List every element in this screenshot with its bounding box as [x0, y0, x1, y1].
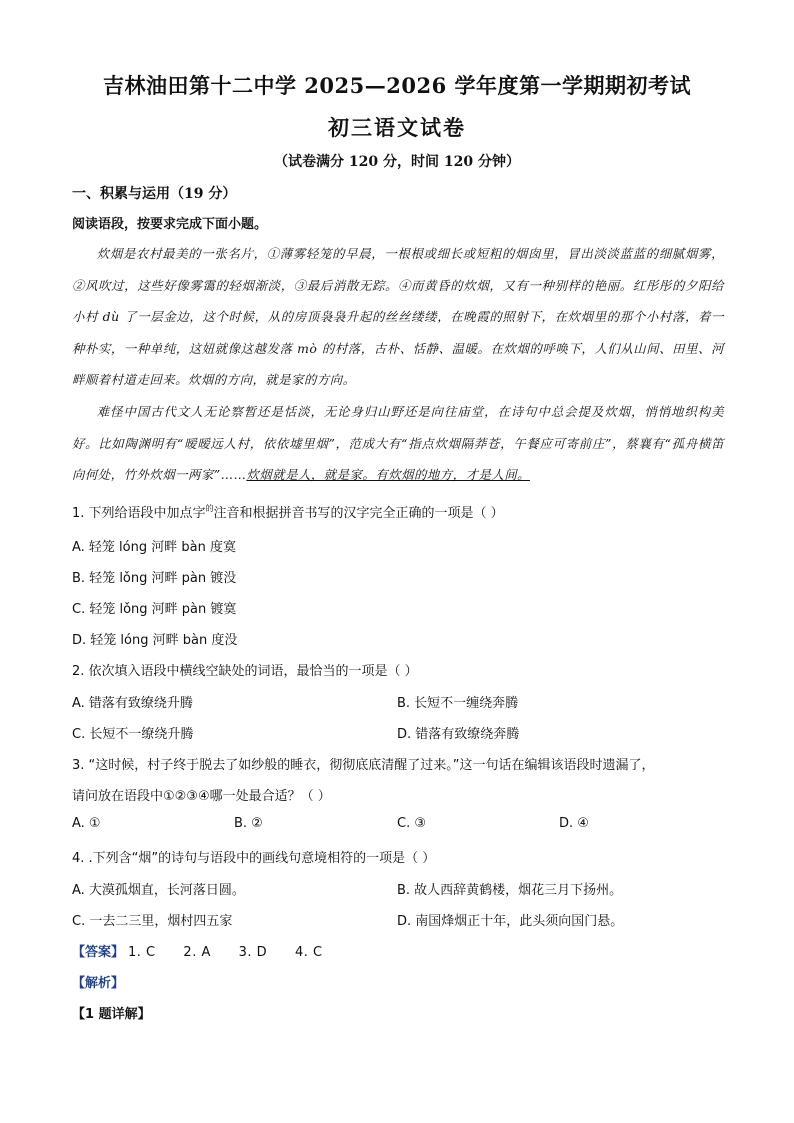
exam-title: 吉林油田第十二中学 2025—2026 学年度第一学期期初考试: [102, 73, 691, 98]
paragraph-2-text: 难怪中国古代文人无论察暂还是恬淡，无论身归山野还是向往庙堂，在诗句中总会提及炊烟，悄悄地织构美好。比如陶渊明有“暧暧远人村，依依墟里烟”，范成大有“指点炊烟隔莽苍，午餐应可寄前庄”，蔡襄有“孤舟横笛向何处，竹外炊烟一两家”……: [72, 404, 724, 482]
question-3-option-d[interactable]: D. ④: [559, 816, 589, 831]
reading-paragraph-1: 炊烟是农村最美的一张名片，①薄雾轻笼的早晨，一根根或细长或短粗的烟囱里，冒出淡淡蓝蓝的细腻烟雾，②风吹过，这些好像雾霭的轻烟渐淡，③最后消散无踪。④而黄昏的炊烟，又有一种别样的艳丽。红彤彤的夕阳给小村 dù 了一层金边，这个时候，从的房顶袅袅升起的丝丝缕缕，在晚霞的照射下，在炊烟里的那个小村落，着一种朴实，一种单纯，这妞就像这越发落 mò 的村落，古朴、恬静、温暖。在炊烟的呼唤下，人们从山间、田里、河畔顺着村道走回来。炊烟的方向，就是家的方向。: [72, 246, 724, 387]
question-1-option-b[interactable]: B. 轻笼 lǒng 河畔 pàn 镀没: [72, 571, 237, 586]
question-3-option-b[interactable]: B. ②: [234, 816, 263, 831]
question-4-option-c[interactable]: C. 一去二三里，烟村四五家: [72, 914, 233, 929]
question-4-option-a[interactable]: A. 大漠孤烟直，长河落日圆。: [72, 883, 245, 898]
answer-text: 1. C 2. A 3. D 4. C: [128, 945, 323, 960]
question-1-stem-rest: 注音和根据拼音书写的汉字完全正确的一项是（ ）: [213, 506, 504, 521]
detail-label: 【1 题详解】: [72, 1007, 151, 1022]
section-heading: 一、积累与运用（19 分）: [72, 186, 237, 202]
question-1-stem: [72, 502, 504, 521]
answer-label: 【答案】: [72, 945, 125, 960]
question-3-stem: 3. “这时候，村子终于脱去了如纱般的睡衣，彻彻底底清醒了过来。”这一句话在编辑该语段时遗漏了，: [72, 758, 655, 773]
answer-line: [72, 941, 323, 960]
question-1-stem-text: 1. 下列给语段中加点字: [72, 506, 206, 521]
question-3-option-c[interactable]: C. ③: [397, 816, 426, 831]
underlined-sentence: 炊烟就是人，就是家。有炊烟的地方，才是人间。: [246, 467, 531, 482]
question-1-stem-sup: 的: [205, 504, 214, 513]
question-2-stem: 2. 依次填入语段中横线空缺处的词语，最恰当的一项是（ ）: [72, 664, 418, 679]
question-4-stem: 4. .下列含“烟”的诗句与语段中的画线句意境相符的一项是（ ）: [72, 851, 436, 866]
question-4-option-b[interactable]: B. 故人西辞黄鹤楼，烟花三月下扬州。: [397, 883, 623, 898]
reading-paragraph-2: [72, 396, 724, 491]
question-2-option-d[interactable]: D. 错落有致缭绕奔腾: [397, 727, 520, 742]
question-1-option-d[interactable]: D. 轻笼 lóng 河畔 bàn 度没: [72, 633, 238, 648]
question-4-option-d[interactable]: D. 南国烽烟正十年，此头须向国门悬。: [397, 914, 624, 929]
question-3-stem-line-2: 请问放在语段中①②③④哪一处最合适？（ ）: [72, 789, 331, 804]
question-2-option-a[interactable]: A. 错落有致缭绕升腾: [72, 696, 193, 711]
question-1-option-c[interactable]: C. 轻笼 lǒng 河畔 pàn 镀寞: [72, 602, 237, 617]
section-instruction: 阅读语段，按要求完成下面小题。: [72, 217, 268, 232]
exam-note: （试卷满分 120 分，时间 120 分钟）: [274, 154, 520, 170]
question-1-option-a[interactable]: A. 轻笼 lóng 河畔 bàn 度寞: [72, 540, 236, 555]
analysis-label: 【解析】: [72, 976, 125, 991]
question-3-option-a[interactable]: A. ①: [72, 816, 101, 831]
question-2-option-c[interactable]: C. 长短不一缭绕升腾: [72, 727, 194, 742]
question-2-option-b[interactable]: B. 长短不一缠绕奔腾: [397, 696, 519, 711]
exam-subtitle: 初三语文试卷: [328, 115, 466, 140]
